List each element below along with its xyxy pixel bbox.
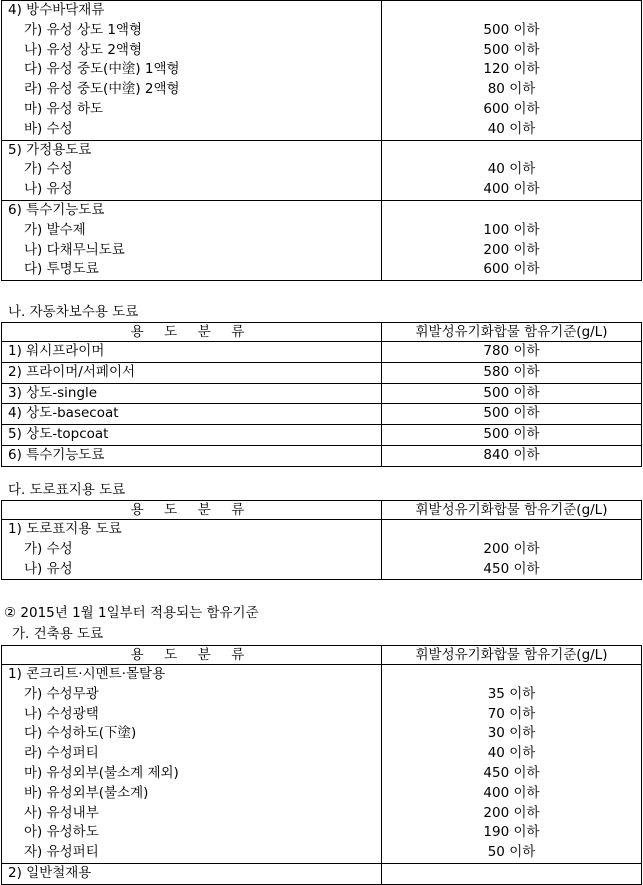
category-cell xyxy=(2,140,382,200)
table-row xyxy=(2,404,642,425)
value-cell xyxy=(382,520,642,580)
column-header: 휘발성유기화합물 함유기준(g/L) xyxy=(382,323,642,342)
item-label: 가) 수성 xyxy=(24,540,73,557)
category-cell xyxy=(2,200,382,280)
table-row xyxy=(2,520,642,580)
item-label: 다) 투명도료 xyxy=(24,261,99,278)
row-value: 780 이하 xyxy=(382,342,642,363)
item-label: 마) 유성 하도 xyxy=(24,100,104,117)
table-row xyxy=(2,362,642,383)
row-label: 5) 상도-topcoat xyxy=(2,425,382,446)
item-value: 40 이하 xyxy=(487,745,536,762)
item-label: 라) 유성 중도(中塗) 2액형 xyxy=(24,81,180,98)
category-cell xyxy=(2,863,382,884)
table-header-row xyxy=(2,501,642,520)
item-value: 120 이하 xyxy=(483,61,540,78)
category-cell xyxy=(2,520,382,580)
group-title: 5) 가정용도료 xyxy=(8,141,92,158)
value-cell xyxy=(382,665,642,864)
item-value: 500 이하 xyxy=(483,41,540,58)
item-value: 200 이하 xyxy=(483,540,540,557)
road-marking-paint-table xyxy=(1,500,642,580)
item-label: 아) 유성하도 xyxy=(24,824,99,841)
row-label: 6) 특수기능도료 xyxy=(2,445,382,466)
row-value: 500 이하 xyxy=(382,425,642,446)
item-value: 450 이하 xyxy=(483,560,540,577)
table-row xyxy=(2,863,642,884)
item-label: 가) 유성 상도 1액형 xyxy=(24,21,143,38)
section-caption: ② 2015년 1월 1일부터 적용되는 함유기준 xyxy=(4,605,259,621)
category-cell xyxy=(2,665,382,864)
row-value: 580 이하 xyxy=(382,362,642,383)
item-value: 100 이하 xyxy=(483,221,540,238)
section-caption: 다. 도로표지용 도료 xyxy=(8,482,126,498)
table-row xyxy=(2,342,642,363)
group-title: 1) 콘크리트·시멘트·몰탈용 xyxy=(8,666,166,682)
row-label: 4) 상도-basecoat xyxy=(2,404,382,425)
item-value: 40 이하 xyxy=(487,120,536,137)
category-cell xyxy=(2,1,382,141)
item-label: 가) 수성 xyxy=(24,161,73,178)
item-label: 나) 유성 상도 2액형 xyxy=(24,41,143,58)
item-label: 다) 수성하도(下塗) xyxy=(24,725,137,742)
group-title: 4) 방수바닥재류 xyxy=(8,2,105,18)
building-paint-2015-table xyxy=(1,645,642,885)
table-header-row xyxy=(2,646,642,665)
item-value: 500 이하 xyxy=(483,21,540,38)
item-value: 35 이하 xyxy=(487,685,536,702)
item-label: 가) 발수제 xyxy=(24,221,86,238)
item-label: 라) 수성퍼티 xyxy=(24,745,99,762)
item-label: 사) 유성내부 xyxy=(24,804,99,821)
item-value: 30 이하 xyxy=(487,725,536,742)
item-label: 나) 수성광택 xyxy=(24,705,99,722)
item-label: 나) 유성 xyxy=(24,181,73,198)
building-paint-table-continued xyxy=(1,0,642,281)
item-value: 600 이하 xyxy=(483,261,540,278)
item-label: 나) 다채무늬도료 xyxy=(24,241,125,258)
column-header: 용 도 분 류 xyxy=(2,646,382,665)
table-header-row xyxy=(2,323,642,342)
column-header: 용 도 분 류 xyxy=(2,323,382,342)
column-header: 휘발성유기화합물 함유기준(g/L) xyxy=(382,646,642,665)
item-value: 400 이하 xyxy=(483,181,540,198)
item-label: 바) 수성 xyxy=(24,120,73,137)
value-cell xyxy=(382,1,642,141)
table-row xyxy=(2,445,642,466)
table-row xyxy=(2,200,642,280)
column-header: 휘발성유기화합물 함유기준(g/L) xyxy=(382,501,642,520)
item-label: 다) 유성 중도(中塗) 1액형 xyxy=(24,61,180,78)
item-value: 80 이하 xyxy=(487,81,536,98)
item-label: 바) 유성외부(불소계) xyxy=(24,784,149,801)
item-value: 450 이하 xyxy=(483,764,540,781)
car-refinish-paint-table xyxy=(1,322,642,467)
table-row xyxy=(2,665,642,864)
item-label: 마) 유성외부(불소계 제외) xyxy=(24,764,179,781)
item-value: 70 이하 xyxy=(487,705,536,722)
value-cell xyxy=(382,140,642,200)
group-title: 6) 특수기능도료 xyxy=(8,201,105,218)
section-caption: 나. 자동차보수용 도료 xyxy=(8,304,139,320)
item-value: 190 이하 xyxy=(483,824,540,841)
value-cell xyxy=(382,863,642,884)
group-title: 1) 도로표지용 도료 xyxy=(8,521,122,537)
table-row xyxy=(2,383,642,404)
row-label: 3) 상도-single xyxy=(2,383,382,404)
row-value: 500 이하 xyxy=(382,404,642,425)
value-cell xyxy=(382,200,642,280)
group-title: 2) 일반철재용 xyxy=(8,864,92,881)
row-value: 500 이하 xyxy=(382,383,642,404)
item-value: 200 이하 xyxy=(483,804,540,821)
item-label: 가) 수성무광 xyxy=(24,685,99,702)
item-value: 50 이하 xyxy=(487,844,536,861)
row-label: 2) 프라이머/서페이서 xyxy=(2,362,382,383)
table-row xyxy=(2,425,642,446)
item-label: 자) 유성퍼티 xyxy=(24,844,99,861)
item-value: 40 이하 xyxy=(487,161,536,178)
item-value: 400 이하 xyxy=(483,784,540,801)
section-subcaption: 가. 건축용 도료 xyxy=(12,626,104,642)
column-header: 용 도 분 류 xyxy=(2,501,382,520)
row-label: 1) 워시프라이머 xyxy=(2,342,382,363)
item-value: 600 이하 xyxy=(483,100,540,117)
row-value: 840 이하 xyxy=(382,445,642,466)
item-value: 200 이하 xyxy=(483,241,540,258)
item-label: 나) 유성 xyxy=(24,560,73,577)
table-row xyxy=(2,140,642,200)
table-row xyxy=(2,1,642,141)
